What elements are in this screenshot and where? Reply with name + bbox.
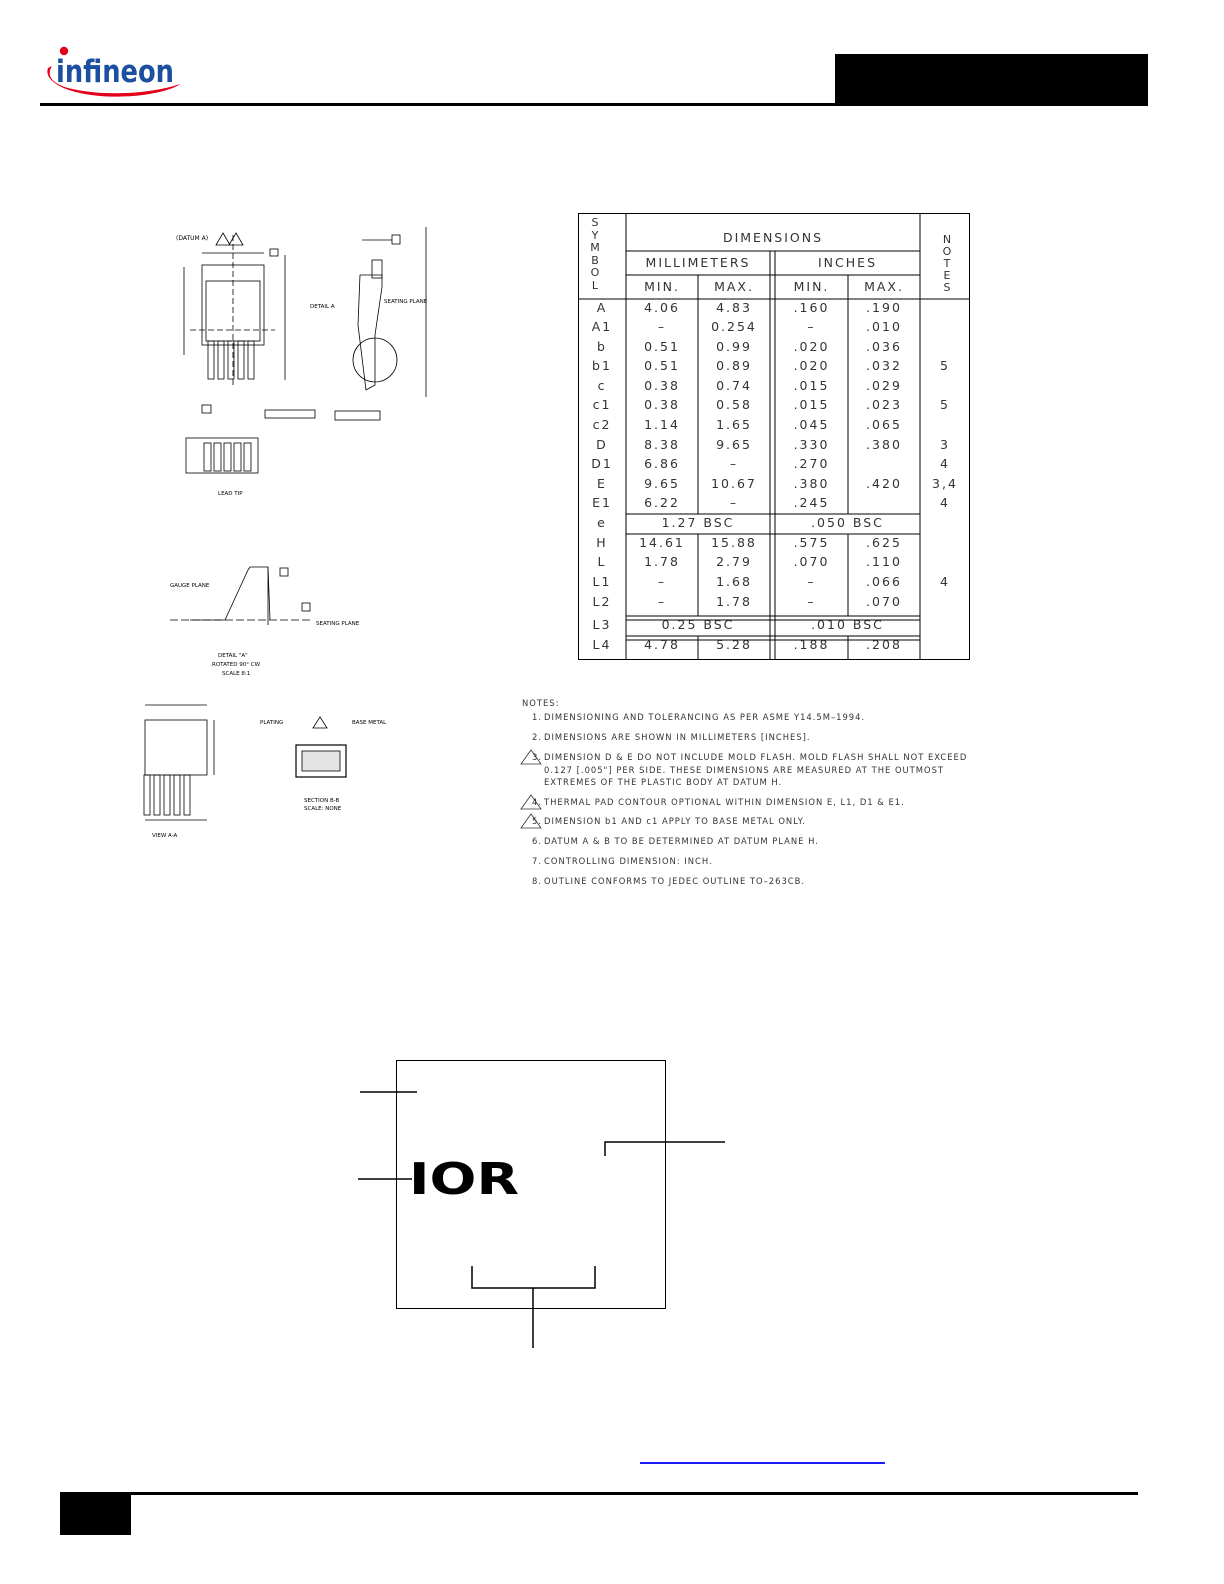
header-inches: INCHES — [818, 255, 877, 270]
note-text: OUTLINE CONFORMS TO JEDEC OUTLINE TO–263CB. — [544, 876, 806, 886]
dim-symbol: E — [597, 476, 607, 491]
dim-mm-max: 0.89 — [716, 358, 752, 373]
label-gauge-plane: GAUGE PLANE — [170, 583, 210, 589]
note-text: DIMENSIONING AND TOLERANCING AS PER ASME Y14.5M–1994. — [544, 712, 866, 722]
dim-note: 3 — [940, 437, 950, 452]
dim-mm-max: 15.88 — [711, 535, 757, 550]
dim-note: 5 — [940, 397, 950, 412]
notes-header-letter: T — [943, 257, 951, 270]
label-lead-tip: LEAD TIP — [218, 491, 243, 497]
dim-in-min: .245 — [793, 495, 830, 510]
label-section-b-b: SECTION B-B — [304, 798, 340, 804]
header-mm-max: MAX. — [714, 279, 754, 294]
side-view — [310, 227, 428, 420]
dim-note: 4 — [940, 574, 950, 589]
header-in-min: MIN. — [793, 279, 830, 294]
dimensions-table — [578, 213, 970, 660]
dim-symbol: b — [597, 339, 607, 354]
infineon-logo — [38, 40, 188, 102]
header-mm-min: MIN. — [644, 279, 680, 294]
note-line — [522, 776, 782, 788]
note-line — [522, 751, 967, 763]
dim-symbol: c2 — [592, 417, 612, 432]
dim-in-min: – — [807, 319, 816, 334]
detail-a-view — [170, 567, 360, 677]
dim-mm-max: – — [729, 456, 739, 471]
footer-black-box — [60, 1492, 131, 1535]
header-rule — [40, 103, 1148, 106]
package-outline-drawings — [130, 215, 510, 845]
footer-link-underline[interactable] — [640, 1462, 885, 1464]
dim-in-min: .045 — [793, 417, 830, 432]
label-detail-a: DETAIL A — [310, 304, 335, 310]
dim-mm-max: – — [729, 495, 739, 510]
top-view — [176, 233, 315, 418]
note-line — [522, 835, 819, 847]
ior-logo — [409, 1157, 521, 1197]
dim-mm-bsc: 0.25 BSC — [661, 617, 735, 632]
note-number: 4. — [532, 797, 542, 807]
label-seating-plane-2: SEATING PLANE — [316, 621, 360, 627]
header-black-box — [835, 54, 1148, 106]
dim-in-max: .010 — [866, 319, 902, 334]
note-text: DIMENSION b1 AND c1 APPLY TO BASE METAL ONLY. — [544, 816, 806, 826]
dim-in-min: .575 — [793, 535, 830, 550]
note-text: EXTREMES OF THE PLASTIC BODY AT DATUM H. — [544, 777, 783, 787]
dim-symbol: c1 — [592, 397, 612, 412]
dim-mm-min: 14.61 — [639, 535, 685, 550]
note-text: DATUM A & B TO BE DETERMINED AT DATUM PLANE H. — [544, 836, 819, 846]
note-line — [522, 796, 905, 808]
note-line — [522, 711, 865, 723]
dim-symbol: L3 — [592, 617, 612, 632]
dim-in-min: .270 — [793, 456, 830, 471]
logo-text: infineon — [56, 54, 174, 90]
dim-symbol: L — [597, 554, 607, 569]
symbol-header-letter: M — [590, 241, 600, 254]
dim-symbol: D — [596, 437, 608, 452]
dim-note: 4 — [940, 456, 950, 471]
flag-triangle-icon — [520, 813, 542, 829]
dim-mm-min: 6.86 — [644, 456, 680, 471]
note-text: DIMENSION D & E DO NOT INCLUDE MOLD FLASH. MOLD FLASH SHALL NOT EXCEED — [544, 752, 968, 762]
label-seating-plane: SEATING PLANE — [384, 299, 428, 305]
dim-in-min: .070 — [793, 554, 830, 569]
header-in-max: MAX. — [864, 279, 904, 294]
dim-in-max: .110 — [866, 554, 902, 569]
notes-title: NOTES: — [522, 698, 560, 708]
dim-in-max: .070 — [866, 594, 902, 609]
dim-mm-min: – — [657, 574, 667, 589]
header-dimensions: DIMENSIONS — [722, 230, 824, 245]
dim-mm-max: 0.74 — [716, 378, 752, 393]
dim-note: 3,4 — [932, 476, 958, 491]
dim-symbol: A1 — [591, 319, 613, 334]
symbol-header-letter: L — [591, 278, 599, 292]
label-base-metal: BASE METAL — [352, 720, 387, 726]
dim-mm-min: 4.78 — [644, 637, 680, 652]
note-number: 5. — [532, 816, 542, 826]
dim-in-max: .380 — [866, 437, 902, 452]
label-datum-a: (DATUM A) — [176, 235, 209, 242]
dim-mm-max: 2.79 — [716, 554, 752, 569]
dim-mm-max: 4.83 — [716, 300, 752, 315]
dim-in-max: .036 — [866, 339, 902, 354]
label-plating: PLATING — [260, 720, 284, 726]
dim-symbol: L2 — [592, 594, 612, 609]
footer-rule — [60, 1492, 1138, 1495]
notes-header-letter: N — [942, 233, 952, 246]
dim-in-max: .023 — [866, 397, 902, 412]
note-number: 1. — [532, 712, 542, 722]
dim-symbol: E1 — [592, 495, 612, 510]
note-number: 8. — [532, 876, 542, 886]
label-view-a-a: VIEW A-A — [152, 833, 178, 839]
dim-in-max: .420 — [866, 476, 902, 491]
dim-in-min: – — [807, 574, 816, 589]
dim-in-bsc: .010 BSC — [811, 617, 884, 632]
dim-in-min: – — [807, 594, 816, 609]
dim-symbol: b1 — [592, 358, 612, 373]
dim-in-min: .188 — [793, 637, 830, 652]
dim-mm-min: 0.51 — [644, 358, 680, 373]
symbol-header-letter: Y — [591, 228, 599, 242]
label-scale-8-1: SCALE 8:1 — [222, 671, 251, 677]
label-rotated: ROTATED 90° CW — [212, 662, 261, 668]
note-text: 0.127 [.005"] PER SIDE. THESE DIMENSIONS ARE MEASURED AT THE OUTMOST — [544, 764, 945, 775]
note-line — [522, 815, 806, 827]
dim-in-max: .065 — [866, 417, 902, 432]
dim-symbol: L1 — [592, 574, 612, 589]
label-detail-a-title: DETAIL "A" — [218, 653, 248, 659]
note-line — [522, 764, 944, 776]
dim-mm-min: – — [657, 319, 667, 334]
view-a-a — [144, 705, 214, 839]
dim-mm-max: 5.28 — [716, 637, 752, 652]
note-text: DIMENSIONS ARE SHOWN IN MILLIMETERS [INCHES]. — [544, 732, 811, 742]
symbol-header-letter: O — [590, 266, 600, 279]
dim-in-min: .020 — [793, 339, 830, 354]
dim-in-max: .029 — [866, 378, 902, 393]
note-number: 7. — [532, 856, 542, 866]
note-line — [522, 855, 713, 867]
notes-header-letter: O — [942, 245, 952, 258]
notes-header-letter: E — [943, 269, 951, 282]
ior-logo-text: IOR — [409, 1157, 519, 1197]
lead-tip-view — [186, 438, 258, 497]
dim-symbol: L4 — [592, 637, 612, 652]
dim-note: 4 — [940, 495, 950, 510]
header-millimeters: MILLIMETERS — [645, 255, 751, 270]
dim-in-max: .190 — [866, 300, 902, 315]
dim-symbol: e — [597, 515, 607, 530]
dim-in-min: .380 — [793, 476, 830, 491]
note-text: CONTROLLING DIMENSION: INCH. — [544, 856, 713, 866]
label-scale-none: SCALE: NONE — [304, 806, 342, 812]
dim-mm-max: 0.99 — [716, 339, 752, 354]
dim-mm-max: 1.65 — [716, 417, 752, 432]
dim-mm-min: 6.22 — [644, 495, 680, 510]
note-line — [522, 875, 805, 887]
section-b-b — [260, 717, 387, 812]
marking-callout-lines — [340, 1070, 740, 1360]
dim-mm-max: 10.67 — [711, 476, 757, 491]
dim-mm-min: 9.65 — [644, 476, 680, 491]
dim-mm-max: 1.68 — [716, 574, 752, 589]
dim-in-min: .160 — [793, 300, 830, 315]
dim-in-min: .015 — [793, 397, 830, 412]
note-text: THERMAL PAD CONTOUR OPTIONAL WITHIN DIMENSION E, L1, D1 & E1. — [544, 797, 905, 807]
flag-triangle-icon — [520, 794, 542, 810]
dim-mm-max: 0.254 — [711, 319, 757, 334]
dim-mm-min: 0.51 — [644, 339, 680, 354]
dim-symbol: H — [596, 535, 608, 550]
dim-in-min: .020 — [793, 358, 830, 373]
dim-mm-max: 1.78 — [716, 594, 752, 609]
symbol-header-letter: B — [591, 253, 599, 267]
dim-in-min: .015 — [793, 378, 830, 393]
dim-in-min: .330 — [793, 437, 830, 452]
note-number: 3. — [532, 752, 542, 762]
dim-symbol: A — [596, 300, 608, 315]
dim-symbol: c — [597, 378, 607, 393]
dim-mm-min: 4.06 — [644, 300, 680, 315]
dim-mm-bsc: 1.27 BSC — [661, 515, 735, 530]
note-number: 6. — [532, 836, 542, 846]
dim-note: 5 — [940, 358, 950, 373]
note-line — [522, 731, 811, 743]
dim-mm-min: – — [657, 594, 667, 609]
dim-symbol: D1 — [591, 456, 613, 471]
symbol-header-letter: S — [591, 216, 599, 229]
dim-mm-min: 8.38 — [644, 437, 680, 452]
dim-in-max: .208 — [866, 637, 902, 652]
dim-in-max: .625 — [866, 535, 902, 550]
dim-mm-min: 0.38 — [644, 378, 680, 393]
dim-mm-min: 0.38 — [644, 397, 680, 412]
dim-mm-max: 0.58 — [716, 397, 752, 412]
dim-mm-min: 1.78 — [644, 554, 680, 569]
dim-in-bsc: .050 BSC — [811, 515, 884, 530]
dim-in-max: .066 — [866, 574, 902, 589]
notes-header-letter: S — [943, 281, 951, 294]
dim-mm-min: 1.14 — [644, 417, 680, 432]
dim-mm-max: 9.65 — [716, 437, 752, 452]
note-number: 2. — [532, 732, 542, 742]
dim-in-max: .032 — [866, 358, 902, 373]
